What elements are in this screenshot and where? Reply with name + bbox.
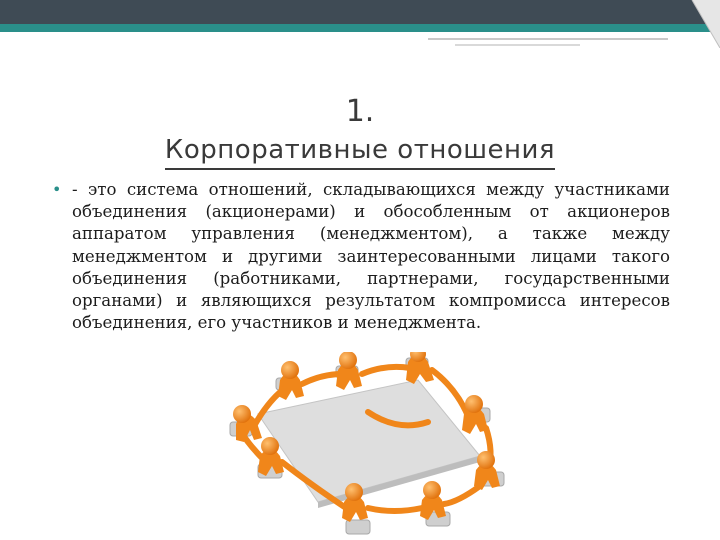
title-number: 1. [345, 94, 375, 129]
decorative-rule [428, 38, 668, 40]
orange-figures-meeting-table-icon [218, 352, 518, 540]
bullet-marker: • [52, 180, 62, 199]
corner-decoration [684, 0, 720, 48]
definition-text: - это система отношений, складывающихся между участниками объединения (акционерами) и обособленным от акционеров аппаратом управления (менеджментом), а также между менеджментом и другими заинтересованными лицами такого объединения (работниками, партнерами, государственными органами) и являющихся результатом компромисса интересов объединения, его участников и менеджмента. [72, 180, 670, 333]
slide-title [100, 92, 620, 170]
top-header-bar [0, 0, 720, 24]
decorative-rule [455, 44, 580, 46]
title-text: Корпоративные отношения [165, 132, 555, 170]
top-accent-bar [0, 24, 720, 32]
